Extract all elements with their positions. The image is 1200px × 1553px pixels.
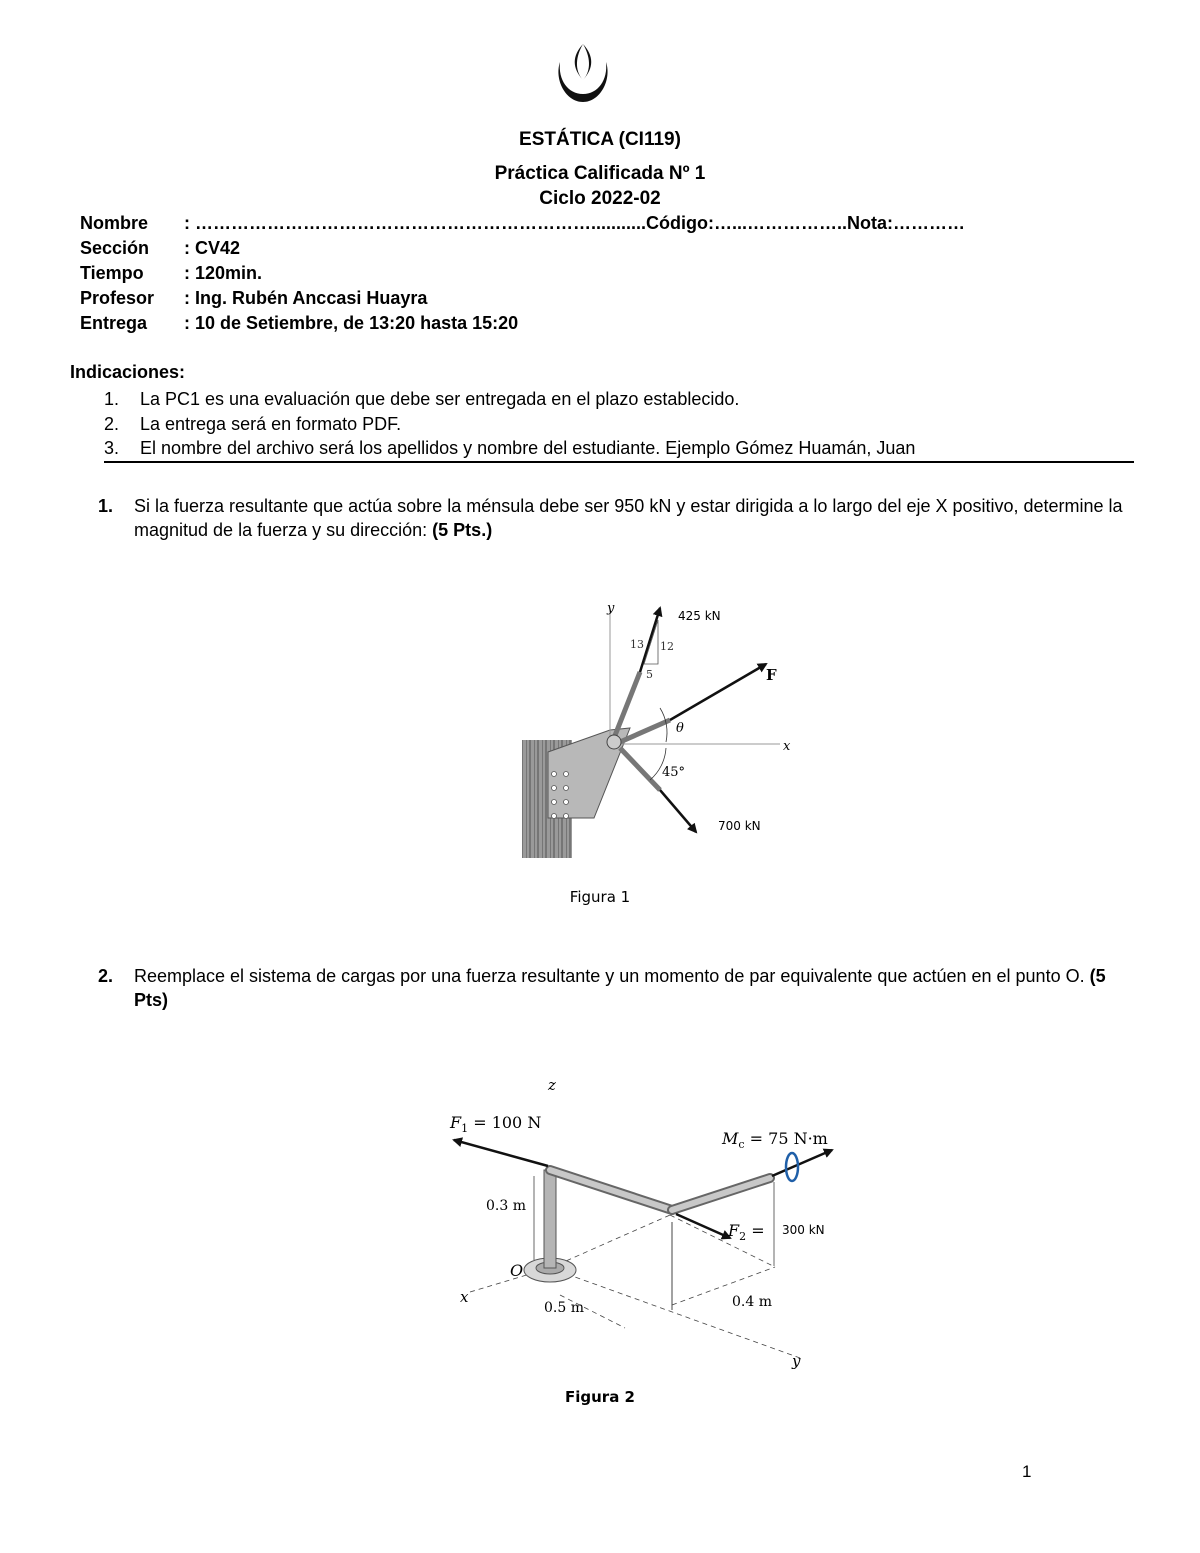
page-number: 1 <box>1022 1462 1032 1481</box>
professor-label: Profesor <box>80 288 155 308</box>
fig1-angle: 45° <box>662 765 686 780</box>
name-label: Nombre <box>80 213 149 233</box>
time-row <box>80 261 262 285</box>
indication-text: La entrega será en formato PDF. <box>140 414 402 434</box>
fig1-tri-vert: 12 <box>660 640 674 653</box>
fig1-tri-hyp: 13 <box>630 638 644 651</box>
delivery-value: : 10 de Setiembre, de 13:20 hasta 15:20 <box>184 313 519 333</box>
question-1 <box>98 494 1138 542</box>
figure-2-caption: Figura 2 <box>565 1388 635 1406</box>
cycle-title: Ciclo 2022-02 <box>539 188 661 209</box>
indication-num: 1. <box>104 389 120 409</box>
fig1-axis-y: y <box>607 601 615 616</box>
section-label: Sección <box>80 238 150 258</box>
figure-2 <box>440 1070 840 1370</box>
question-2 <box>98 964 1138 1012</box>
question-number: 2. <box>98 966 114 986</box>
university-logo <box>550 40 616 106</box>
time-label: Tiempo <box>80 263 144 283</box>
professor-value: : Ing. Rubén Anccasi Huayra <box>184 288 428 308</box>
fig2-dim-b: 0.4 m <box>732 1294 772 1310</box>
section-row <box>80 236 240 260</box>
question-points: (5 Pts.) <box>432 520 493 540</box>
fig1-theta: θ <box>676 721 684 736</box>
indication-item <box>104 436 915 460</box>
name-row <box>80 211 965 235</box>
fig2-axis-y: y <box>792 1352 801 1370</box>
delivery-label: Entrega <box>80 313 148 333</box>
indications-title: Indicaciones: <box>70 362 186 382</box>
fig2-origin: O <box>510 1261 524 1280</box>
indication-text: La PC1 es una evaluación que debe ser entregada en el plazo establecido. <box>140 389 740 409</box>
professor-row <box>80 286 427 310</box>
fig2-f2-label: $F_2$ = <box>728 1221 765 1243</box>
indication-item <box>104 387 739 411</box>
fig1-tri-base: 5 <box>646 668 653 681</box>
question-number: 1. <box>98 496 114 516</box>
fig2-axis-z: z <box>548 1076 556 1094</box>
divider <box>104 461 1134 463</box>
indication-item <box>104 412 401 436</box>
fig2-dim-a: 0.5 m <box>544 1300 584 1316</box>
time-value: : 120min. <box>184 263 263 283</box>
indication-text: El nombre del archivo será los apellidos y nombre del estudiante. Ejemplo Gómez Huamán, Juan <box>140 438 916 458</box>
question-points: (5 Pts) <box>134 966 1106 1010</box>
fig2-dim-h: 0.3 m <box>486 1198 526 1214</box>
question-text: Si la fuerza resultante que actúa sobre la ménsula debe ser 950 kN y estar dirigida a lo largo del eje X positivo, determine la magnitud de la fuerza y su dirección: <box>134 496 1123 540</box>
course-title: ESTÁTICA (CI119) <box>519 129 681 150</box>
fig1-axis-x: x <box>783 739 791 754</box>
name-value: : …………………………………………………………...........Código:…...……………..Nota:………… <box>184 213 965 233</box>
question-text: Reemplace el sistema de cargas por una fuerza resultante y un momento de par equivalente que actúen en el punto O. <box>134 966 1090 986</box>
fig1-force-f: F <box>766 666 777 684</box>
exam-title: Práctica Calificada Nº 1 <box>494 163 706 184</box>
indication-num: 3. <box>104 438 120 458</box>
fig2-axis-x: x <box>460 1288 469 1306</box>
fig2-f2-value: 300 kN <box>782 1223 825 1237</box>
fig2-mc-label: $M_c = 75$ N·m <box>722 1129 828 1151</box>
fig1-force-top: 425 kN <box>678 609 721 623</box>
fig1-force-bottom: 700 kN <box>718 819 761 833</box>
delivery-row <box>80 311 518 335</box>
figure-1 <box>510 590 810 865</box>
indication-num: 2. <box>104 414 120 434</box>
section-value: : CV42 <box>184 238 241 258</box>
figure-1-caption: Figura 1 <box>569 888 631 906</box>
fig2-f1-label: $F_1 = 100$ N <box>450 1113 542 1135</box>
